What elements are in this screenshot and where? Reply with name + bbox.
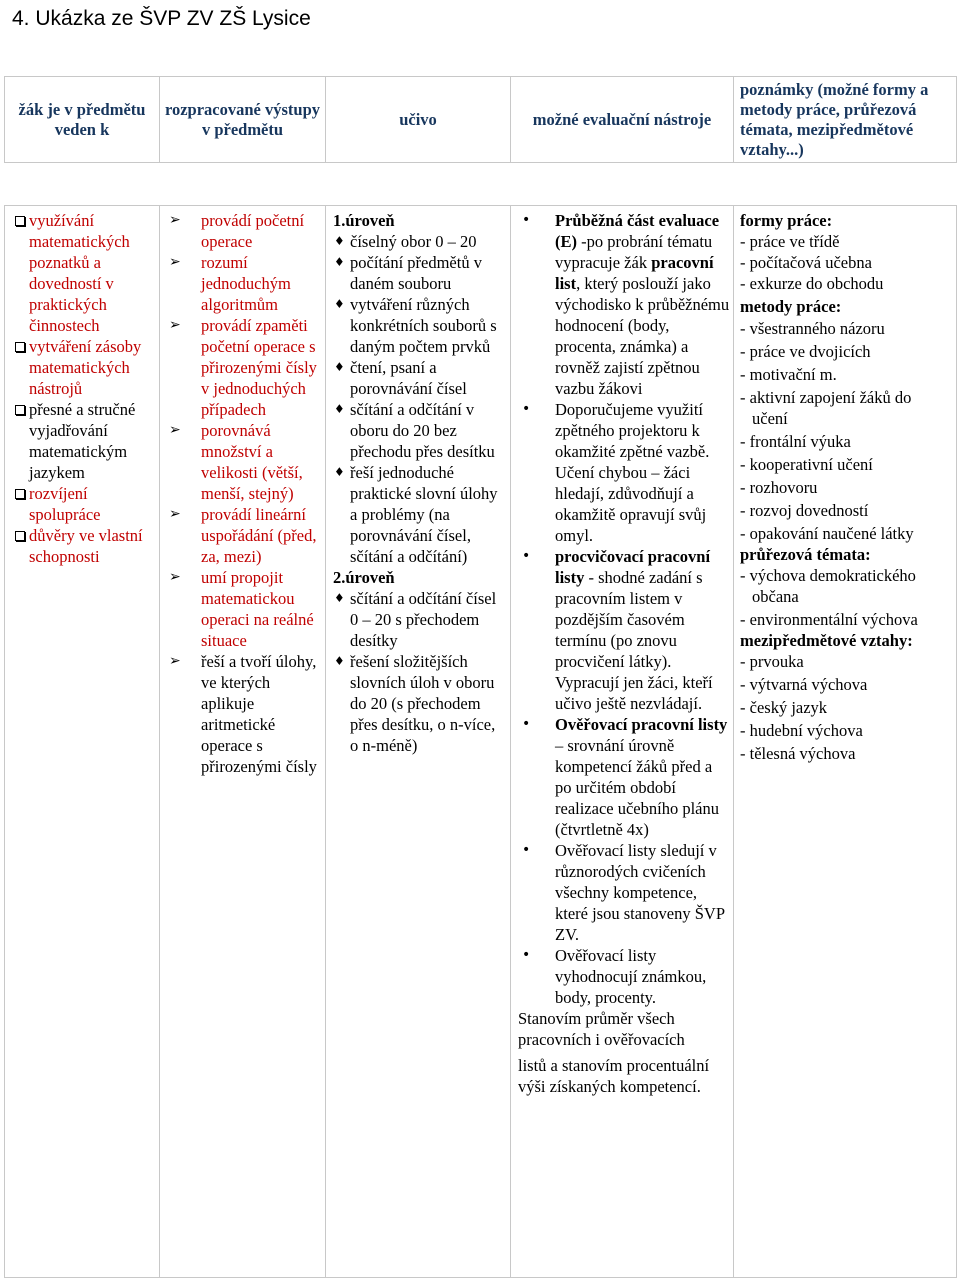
header-cell-evaluation: možné evaluační nástroje [532,110,712,129]
item-text: číselný obor 0 – 20 [350,232,477,251]
summary-text: Stanovím průměr všech pracovních i ověřovacích [518,1009,685,1049]
list-item: - kooperativní učení [740,455,873,474]
list-item [163,567,323,651]
column-evaluation [518,210,730,1097]
bullet-icon: • [522,212,531,228]
item-text: -po probrání tématu vypracuje žák [555,232,713,272]
item-text: Ověřovací listy sledují v různorodých cvičeních všechny kompetence, které jsou stanoveny ŠVP ZV. [555,841,725,944]
list-item [12,336,154,399]
item-text: přesné a stručné vyjadřování matematickým jazykem [29,400,136,482]
item-bold-text: Průběžná část evaluace (E) [555,211,720,251]
item-text: – srovnání úrovně kompetencí žáků před a po určitém období realizace učebního plánu (čtvrtletně 4x) [555,736,719,839]
list-item [333,588,505,651]
item-text: rozumí jednoduchým algoritmům [201,253,291,314]
bullet-icon: • [522,401,531,417]
checkbox-icon [15,342,25,352]
list-item [12,399,154,483]
item-text: - shodné zadání s pracovním listem v pozdějším časovém termínu (po znovu procvičení látky). Vypracují jen žáci, kteří učivo ještě nezvládají. [555,568,713,713]
list-item: - práce ve třídě [740,232,840,251]
header-cell-notes: poznámky (možné formy a metody práce, průřezová témata, mezipředmětové vztahy...) [740,80,929,159]
list-item [333,462,505,567]
list-item [333,357,505,399]
list-item: - environmentální výchova [740,610,918,629]
header-cell-outputs: rozpracované výstupy v předmětu [164,100,321,139]
list-item [333,399,505,462]
list-item: - všestranného názoru [740,319,885,338]
list-item [518,945,730,1008]
item-text: sčítání a odčítání v oboru do 20 bez přechodu přes desítku [350,400,495,461]
list-item [163,315,323,420]
diamond-bullet-icon: ♦ [334,402,345,416]
item-text: čtení, psaní a porovnávání čísel [350,358,467,398]
list-item [518,840,730,945]
checkbox-icon [15,489,25,499]
item-text: vytváření zásoby matematických nástrojů [29,337,142,398]
list-item [518,210,730,399]
bullet-icon: • [522,842,531,858]
item-text: řeší a tvoří úlohy, ve kterých aplikuje aritmetické operace s přirozenými čísly [201,652,317,776]
summary-text: listů a stanovím procentuální výši získaných kompetencí. [518,1056,710,1096]
diamond-bullet-icon: ♦ [334,360,345,374]
arrow-bullet-icon: ➢ [169,212,181,228]
item-text: důvěry ve vlastní schopnosti [29,526,143,566]
item-bold-text: Ověřovací pracovní listy [555,715,728,734]
diamond-bullet-icon: ♦ [334,234,345,248]
level-heading: 1.úroveň [333,211,395,230]
list-item: - výchova demokratického občana [740,566,916,606]
list-item [163,420,323,504]
list-item [333,294,505,357]
item-text: řeší jednoduché praktické slovní úlohy a problémy (na porovnávání čísel, sčítání a odčítání) [350,463,498,566]
item-text: umí propojit matematickou operaci na reálné situace [201,568,314,650]
item-text: rozvíjení spolupráce [29,484,101,524]
header-cell-curriculum: učivo [399,110,437,129]
column-notes [740,210,954,764]
list-item: - frontální výuka [740,432,851,451]
arrow-bullet-icon: ➢ [169,254,181,270]
arrow-bullet-icon: ➢ [169,653,181,669]
item-text: Ověřovací listy vyhodnocují známkou, body, procenty. [555,946,707,1007]
column-outputs [163,210,323,777]
arrow-bullet-icon: ➢ [169,506,181,522]
arrow-bullet-icon: ➢ [169,569,181,585]
diamond-bullet-icon: ♦ [334,654,345,668]
list-item: - výtvarná výchova [740,675,868,694]
list-item: - rozvoj dovedností [740,501,869,520]
list-item [163,252,323,315]
item-text: provádí zpaměti početní operace s přirozenými čísly v jednoduchých případech [201,316,317,419]
list-item [12,210,154,336]
list-item [163,210,323,252]
methods-heading: metody práce: [740,297,842,316]
list-item: - tělesná výchova [740,744,856,763]
item-text: využívání matematických poznatků a dovedností v praktických činnostech [29,211,130,335]
checkbox-icon [15,405,25,415]
item-text: provádí lineární uspořádání (před, za, mezi) [201,505,317,566]
item-text: řešení složitějších slovních úloh v oboru do 20 (s přechodem přes desítku, o n-více, o n-méně) [350,652,496,755]
diamond-bullet-icon: ♦ [334,297,345,311]
list-item [12,483,154,525]
item-text: , který poslouží jako východisko k průběžnému hodnocení (body, procenta, známka) a rovněž zajistí zpětnou vazbu žákovi [555,274,730,398]
list-item: - prvouka [740,652,804,671]
forms-heading: formy práce: [740,211,833,230]
page-title: 4. Ukázka ze ŠVP ZV ZŠ Lysice [12,7,311,30]
column-competencies [12,210,154,567]
list-item [518,399,730,546]
list-item [333,252,505,294]
diamond-bullet-icon: ♦ [334,591,345,605]
list-item [333,231,505,252]
list-item [518,546,730,714]
list-item: - opakování naučené látky [740,524,914,543]
item-text: sčítání a odčítání čísel 0 – 20 s přechodem desítky [350,589,497,650]
item-bold-text: pracovní list [555,253,714,293]
diamond-bullet-icon: ♦ [334,465,345,479]
list-item: - rozhovoru [740,478,818,497]
item-text: vytváření různých konkrétních souborů s daným počtem prvků [350,295,497,356]
item-text: počítání předmětů v daném souboru [350,253,482,293]
list-item: - český jazyk [740,698,828,717]
level-heading: 2.úroveň [333,568,395,587]
list-item [163,651,323,777]
list-item: - počítačová učebna [740,253,872,272]
item-text: Doporučujeme využití zpětného projektoru k okamžité zpětné vazbě. Učení chybou – žáci hledají, zdůvodňují a okamžitě opravují svůj omyl. [555,400,710,545]
item-bold-text: procvičovací pracovní listy [555,547,711,587]
list-item: - aktivní zapojení žáků do učení [740,388,912,428]
arrow-bullet-icon: ➢ [169,422,181,438]
item-text: porovnává množství a velikosti (větší, menší, stejný) [201,421,303,503]
bullet-icon: • [522,716,531,732]
cross-topics-heading: průřezová témata: [740,545,871,564]
list-item [163,504,323,567]
list-item [333,651,505,756]
header-cell-student: žák je v předmětu veden k [18,100,146,139]
list-item: - motivační m. [740,365,837,384]
checkbox-icon [15,531,25,541]
list-item: - práce ve dvojicích [740,342,871,361]
interdisciplinary-heading: mezipředmětové vztahy: [740,631,913,650]
diamond-bullet-icon: ♦ [334,255,345,269]
item-text: provádí početní operace [201,211,305,251]
list-item [12,525,154,567]
list-item [518,714,730,840]
column-curriculum [333,210,505,756]
list-item: - exkurze do obchodu [740,274,884,293]
bullet-icon: • [522,548,531,564]
checkbox-icon [15,216,25,226]
list-item: - hudební výchova [740,721,863,740]
arrow-bullet-icon: ➢ [169,317,181,333]
bullet-icon: • [522,947,531,963]
